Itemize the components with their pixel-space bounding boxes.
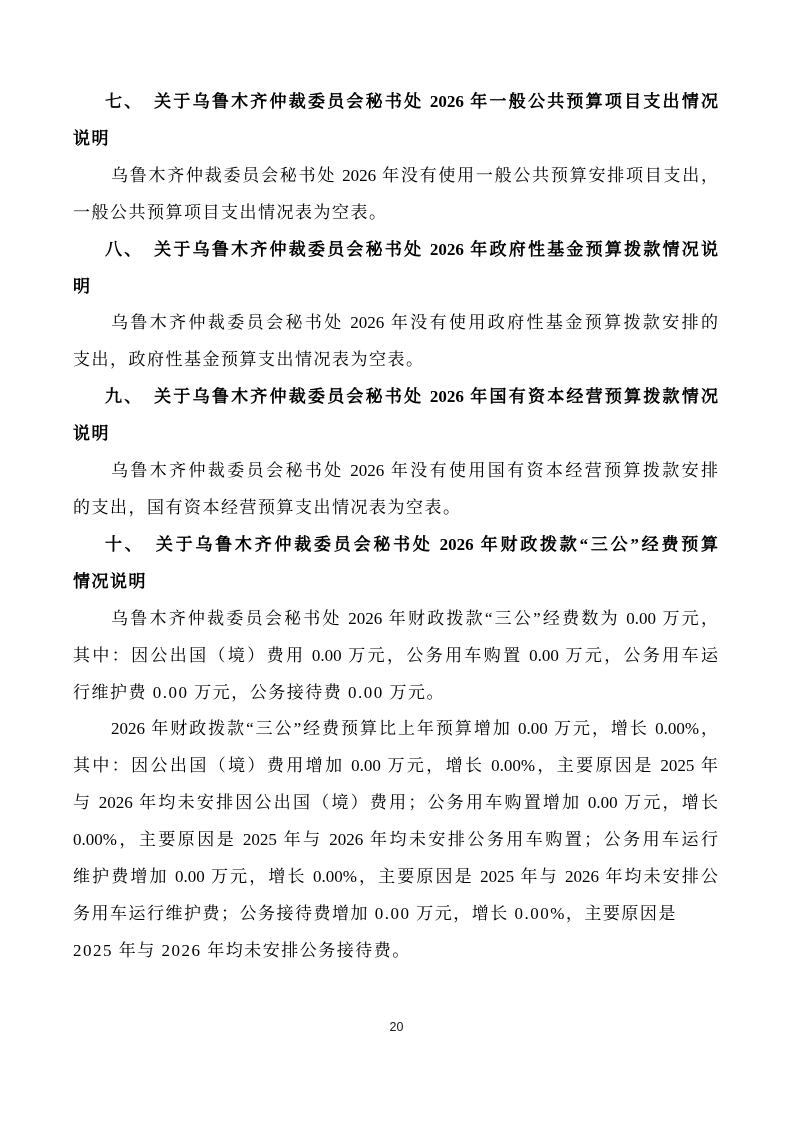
text-line: 维护费增加 0.00 万元，增长 0.00%，主要原因是 2025 年与 2026 年均未安排公 xyxy=(73,867,718,887)
heading-line: 明 xyxy=(73,276,92,296)
section-heading xyxy=(73,84,718,158)
body-paragraph xyxy=(73,601,718,712)
heading-line: 说明 xyxy=(73,424,110,444)
body-paragraph xyxy=(73,711,718,969)
body-paragraph xyxy=(73,453,718,527)
page-number: 20 xyxy=(389,1020,404,1034)
body-paragraph xyxy=(73,305,718,379)
text-line: 0.00%，主要原因是 2025 年与 2026 年均未安排公务用车购置；公务用车运行 xyxy=(73,830,718,850)
text-line: 其中：因公出国（境）费用增加 0.00 万元，增长 0.00%，主要原因是 2025 年 xyxy=(73,756,718,776)
text-line: 一般公共预算项目支出情况表为空表。 xyxy=(73,202,388,222)
section-heading xyxy=(73,232,718,306)
heading-line: 情况说明 xyxy=(73,571,147,591)
text-line: 乌鲁木齐仲裁委员会秘书处 2026 年没有使用政府性基金预算拨款安排的 xyxy=(111,313,718,333)
text-line: 乌鲁木齐仲裁委员会秘书处 2026 年没有使用国有资本经营预算拨款安排 xyxy=(111,461,718,481)
section-heading xyxy=(73,527,718,601)
page-footer xyxy=(0,1020,793,1034)
section-heading xyxy=(73,379,718,453)
text-line: 2026 年财政拨款“三公”经费预算比上年预算增加 0.00 万元，增长 0.00%， xyxy=(111,719,718,739)
heading-line: 七、 关于乌鲁木齐仲裁委员会秘书处 2026 年一般公共预算项目支出情况 xyxy=(105,92,718,111)
text-line: 务用车运行维护费；公务接待费增加 0.00 万元，增长 0.00%，主要原因是 xyxy=(73,903,677,923)
heading-line: 九、 关于乌鲁木齐仲裁委员会秘书处 2026 年国有资本经营预算拨款情况 xyxy=(105,387,718,407)
heading-line: 说明 xyxy=(73,128,110,148)
text-line: 乌鲁木齐仲裁委员会秘书处 2026 年没有使用一般公共预算安排项目支出， xyxy=(111,165,718,185)
text-line: 其中：因公出国（境）费用 0.00 万元，公务用车购置 0.00 万元，公务用车运 xyxy=(73,645,718,665)
text-line: 乌鲁木齐仲裁委员会秘书处 2026 年财政拨款“三公”经费数为 0.00 万元， xyxy=(111,608,718,628)
heading-line: 十、 关于乌鲁木齐仲裁委员会秘书处 2026 年财政拨款“三公”经费预算 xyxy=(105,534,718,554)
text-line: 与 2026 年均未安排因公出国（境）费用；公务用车购置增加 0.00 万元，增长 xyxy=(73,793,718,813)
text-line: 2025 年与 2026 年均未安排公务接待费。 xyxy=(73,940,411,960)
text-line: 支出，政府性基金预算支出情况表为空表。 xyxy=(73,350,425,370)
text-line: 的支出，国有资本经营预算支出情况表为空表。 xyxy=(73,497,462,517)
heading-line: 八、 关于乌鲁木齐仲裁委员会秘书处 2026 年政府性基金预算拨款情况说 xyxy=(105,239,718,259)
text-line: 行维护费 0.00 万元，公务接待费 0.00 万元。 xyxy=(73,682,445,702)
document-body xyxy=(73,84,718,970)
body-paragraph xyxy=(73,158,718,232)
